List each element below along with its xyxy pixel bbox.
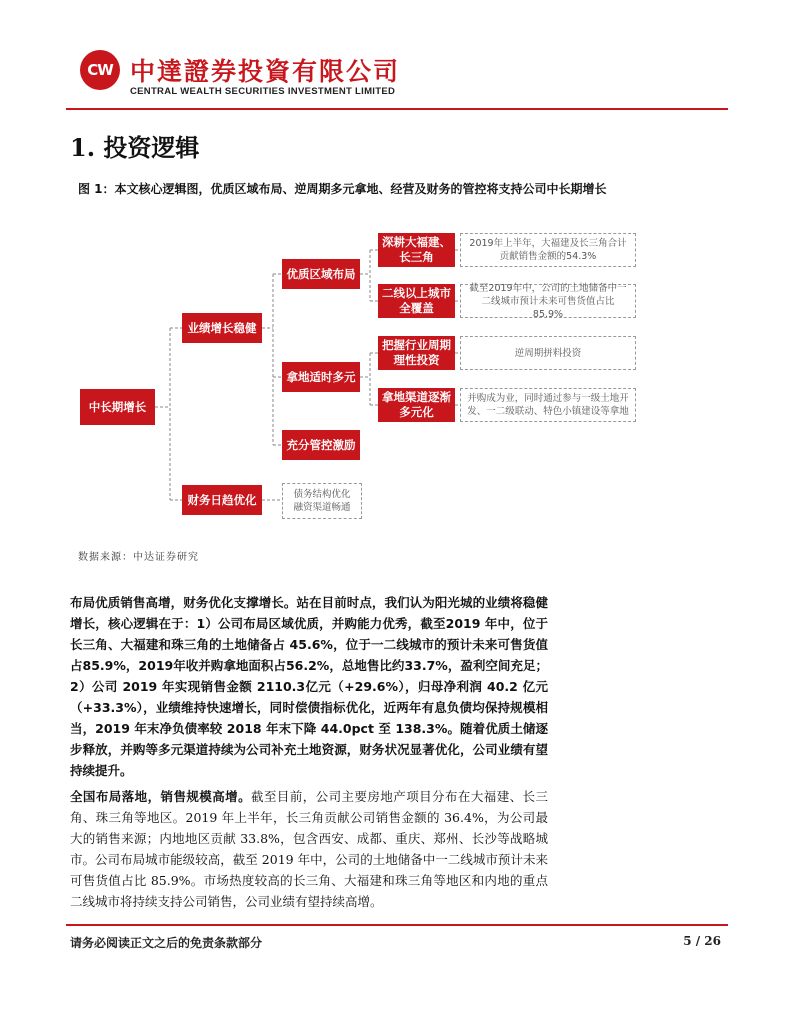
- node-fujian: 深耕大福建、长三角: [378, 233, 455, 267]
- paragraph-2: [70, 786, 548, 912]
- section-title: 1. 投资逻辑: [70, 133, 200, 162]
- note-tier2: 截至2019年中，公司的土地储备中一二线城市预计未来可售货值占比85.9%: [460, 284, 636, 318]
- node-tier2: 二线以上城市全覆盖: [378, 284, 455, 318]
- logo-text: CW: [87, 61, 113, 79]
- node-channel: 拿地渠道逐渐多元化: [378, 388, 455, 422]
- paragraph-2-lead: 全国布局落地，销售规模高增。: [70, 789, 252, 804]
- logic-diagram: [70, 225, 670, 545]
- paragraph-2-body: 截至目前，公司主要房地产项目分布在大福建、长三角、珠三角等地区。2019 年上半年，长三角贡献公司销售金额的 36.4%，为公司最大的销售来源；内地地区贡献 33.8%，包含西安、成都、重庆、郑州、长沙等战略城市。公司布局城市能级较高，截至 2019 年中，公司的土地储备中一二线城市预计未来可售货值占比 85.9%。市场热度较高的长三角、大福建和珠三角等地区和内地的重点二线城市将持续支持公司销售，公司业绩有望持续高增。: [70, 789, 548, 909]
- node-control: 充分管控激励: [282, 430, 360, 460]
- footer-divider: [66, 924, 728, 926]
- node-cycle: 把握行业周期理性投资: [378, 336, 455, 370]
- figure-source: 数据来源：中达证券研究: [78, 552, 199, 563]
- node-region: 优质区域布局: [282, 259, 360, 289]
- note-finance: 债务结构优化融资渠道畅通: [282, 483, 362, 519]
- page-number: 5 / 26: [683, 934, 721, 948]
- footer-disclaimer: 请务必阅读正文之后的免责条款部分: [70, 936, 263, 950]
- company-name-cn: 中達證券投資有限公司: [130, 57, 401, 86]
- header-divider: [66, 108, 728, 110]
- figure-caption: 图 1：本文核心逻辑图，优质区域布局、逆周期多元拿地、经营及财务的管控将支持公司中长期增长: [78, 182, 607, 196]
- note-cycle: 逆周期拼料投资: [460, 336, 636, 370]
- paragraph-1: 布局优质销售高增，财务优化支撑增长。站在目前时点，我们认为阳光城的业绩将稳健增长，核心逻辑在于：1）公司布局区域优质，并购能力优秀，截至2019 年中，位于长三角、大福建和珠三角的土地储备占 45.6%，位于一二线城市的预计未来可售货值占85.9%，2019年收并购拿地面积占56.2%，总地售比约33.7%，盈利空间充足；2）公司 2019 年实现销售金额 2110.3亿元（+29.6%），归母净利润 40.2 亿元（+33.3%），业绩维持快速增长，同时偿债指标优化，近两年有息负债均保持规模相当，2019 年末净负债率较 2018 年末下降 44.0pct 至 138.3%。随着优质土储逐步释放，并购等多元渠道持续为公司补充土地资源，财务状况显著优化，公司业绩有望持续提升。: [70, 595, 548, 778]
- node-root: 中长期增长: [80, 389, 155, 425]
- note-fujian: 2019年上半年，大福建及长三角合计贡献销售金额的54.3%: [460, 233, 636, 267]
- node-growth: 业绩增长稳健: [182, 313, 262, 343]
- diagram-connectors: [70, 225, 670, 545]
- node-finance: 财务日趋优化: [182, 485, 262, 515]
- note-channel: 并购成为业，同时通过参与一级土地开发、一二级联动、特色小镇建设等拿地: [460, 388, 636, 422]
- node-land: 拿地适时多元: [282, 362, 360, 392]
- company-logo: [80, 50, 120, 90]
- company-name-en: CENTRAL WEALTH SECURITIES INVESTMENT LIMITED: [130, 86, 396, 97]
